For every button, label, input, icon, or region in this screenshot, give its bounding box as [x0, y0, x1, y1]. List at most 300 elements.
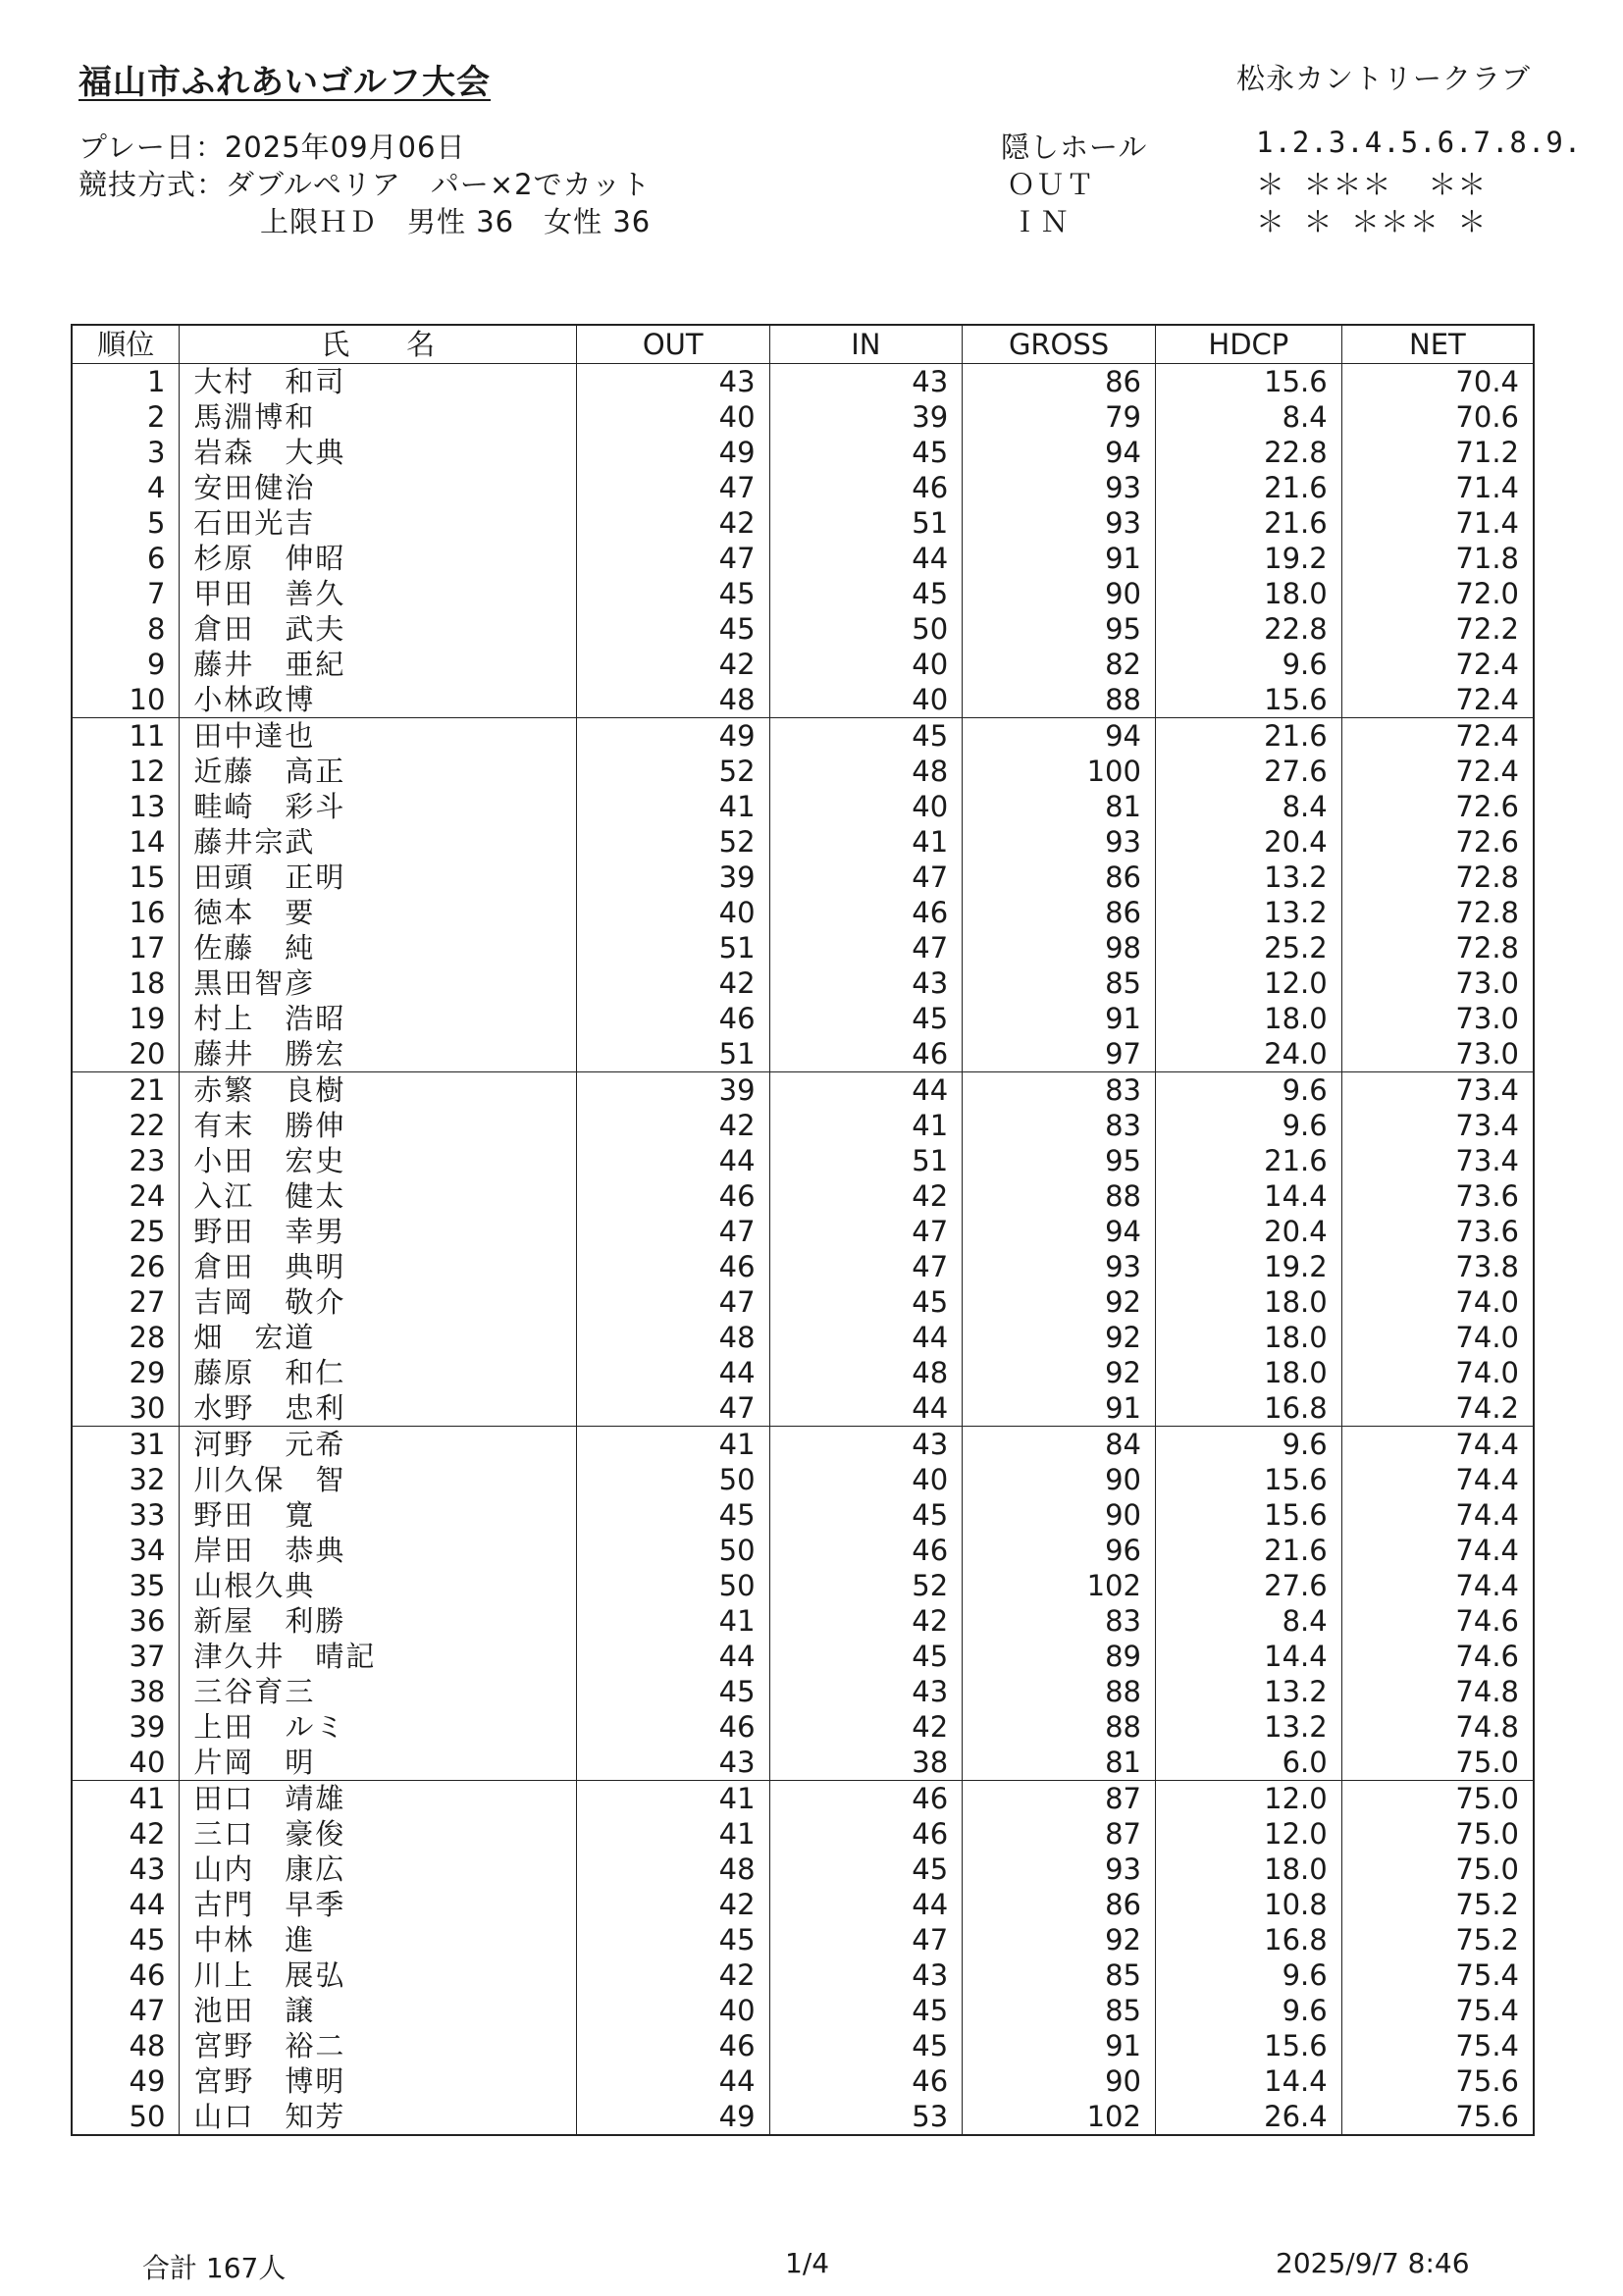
in-cell: 46 [769, 895, 963, 930]
in-cell: 45 [769, 1993, 963, 2028]
in-cell: 47 [769, 1249, 963, 1284]
net-cell: 72.2 [1341, 611, 1534, 647]
out-cell: 46 [576, 1178, 769, 1214]
hdcp-cell: 19.2 [1155, 1249, 1341, 1284]
rank-cell: 40 [72, 1745, 180, 1781]
handicap-limit: 上限ＨＤ 男性 36 女性 36 [260, 205, 652, 238]
in-cell: 41 [769, 824, 963, 860]
hdcp-cell: 18.0 [1155, 1852, 1341, 1887]
table-row [72, 1497, 1534, 1533]
gross-cell: 83 [963, 1072, 1156, 1109]
table-row [72, 364, 1534, 400]
gross-cell: 89 [963, 1639, 1156, 1674]
name-cell: 入江 健太 [180, 1178, 576, 1214]
page-number: 1/4 [785, 2247, 830, 2279]
table-row [72, 1887, 1534, 1922]
rank-cell: 14 [72, 824, 180, 860]
name-cell: 倉田 典明 [180, 1249, 576, 1284]
hdcp-cell: 14.4 [1155, 1639, 1341, 1674]
table-row [72, 1355, 1534, 1390]
table-row [72, 1709, 1534, 1745]
out-cell: 47 [576, 1284, 769, 1320]
in-cell: 45 [769, 1001, 963, 1036]
table-row [72, 399, 1534, 435]
out-cell: 45 [576, 576, 769, 611]
net-cell: 74.4 [1341, 1533, 1534, 1568]
name-cell: 藤原 和仁 [180, 1355, 576, 1390]
in-cell: 46 [769, 1036, 963, 1072]
in-cell: 42 [769, 1709, 963, 1745]
out-cell: 47 [576, 1390, 769, 1427]
hdcp-cell: 13.2 [1155, 1674, 1341, 1709]
rank-cell: 35 [72, 1568, 180, 1603]
in-cell: 39 [769, 399, 963, 435]
in-cell: 45 [769, 2028, 963, 2063]
net-cell: 75.4 [1341, 1957, 1534, 1993]
net-cell: 75.4 [1341, 2028, 1534, 2063]
name-cell: 宮野 裕二 [180, 2028, 576, 2063]
gross-cell: 102 [963, 2099, 1156, 2135]
rank-cell: 41 [72, 1781, 180, 1817]
out-cell: 43 [576, 364, 769, 400]
hdcp-cell: 12.0 [1155, 965, 1341, 1001]
net-cell: 73.0 [1341, 1001, 1534, 1036]
out-cell: 48 [576, 682, 769, 718]
gross-cell: 92 [963, 1922, 1156, 1957]
in-cell: 40 [769, 789, 963, 824]
net-cell: 72.4 [1341, 718, 1534, 755]
table-row [72, 611, 1534, 647]
table-row [72, 860, 1534, 895]
table-row [72, 1639, 1534, 1674]
in-cell: 47 [769, 1214, 963, 1249]
column-header-name: 氏 名 [180, 325, 576, 364]
gross-cell: 93 [963, 1852, 1156, 1887]
hdcp-cell: 21.6 [1155, 1143, 1341, 1178]
column-header-hdcp: HDCP [1155, 325, 1341, 364]
name-cell: 甲田 善久 [180, 576, 576, 611]
gross-cell: 97 [963, 1036, 1156, 1072]
net-cell: 74.4 [1341, 1568, 1534, 1603]
column-header-gross: GROSS [963, 325, 1156, 364]
gross-cell: 88 [963, 682, 1156, 718]
play-date: プレー日：2025年09月06日 [79, 130, 466, 164]
net-cell: 72.4 [1341, 647, 1534, 682]
out-cell: 43 [576, 1745, 769, 1781]
rank-cell: 42 [72, 1816, 180, 1852]
in-cell: 43 [769, 1674, 963, 1709]
out-cell: 46 [576, 2028, 769, 2063]
gross-cell: 91 [963, 2028, 1156, 2063]
out-cell: 47 [576, 1214, 769, 1249]
hdcp-cell: 14.4 [1155, 2063, 1341, 2099]
gross-cell: 100 [963, 754, 1156, 789]
name-cell: 三口 豪俊 [180, 1816, 576, 1852]
net-cell: 75.0 [1341, 1781, 1534, 1817]
table-row [72, 2063, 1534, 2099]
name-cell: 川久保 智 [180, 1462, 576, 1497]
in-cell: 51 [769, 505, 963, 541]
net-cell: 71.2 [1341, 435, 1534, 470]
in-cell: 45 [769, 435, 963, 470]
gross-cell: 92 [963, 1320, 1156, 1355]
in-cell: 38 [769, 1745, 963, 1781]
gross-cell: 82 [963, 647, 1156, 682]
name-cell: 大村 和司 [180, 364, 576, 400]
in-cell: 42 [769, 1603, 963, 1639]
hdcp-cell: 19.2 [1155, 541, 1341, 576]
gross-cell: 91 [963, 1390, 1156, 1427]
hdcp-cell: 21.6 [1155, 718, 1341, 755]
net-cell: 70.4 [1341, 364, 1534, 400]
rank-cell: 33 [72, 1497, 180, 1533]
gross-cell: 93 [963, 505, 1156, 541]
hdcp-cell: 15.6 [1155, 2028, 1341, 2063]
table-row [72, 470, 1534, 505]
out-cell: 39 [576, 860, 769, 895]
out-cell: 39 [576, 1072, 769, 1109]
in-cell: 46 [769, 2063, 963, 2099]
gross-cell: 88 [963, 1674, 1156, 1709]
in-cell: 46 [769, 470, 963, 505]
gross-cell: 90 [963, 2063, 1156, 2099]
name-cell: 川上 展弘 [180, 1957, 576, 1993]
net-cell: 74.6 [1341, 1639, 1534, 1674]
rank-cell: 5 [72, 505, 180, 541]
table-row [72, 718, 1534, 755]
column-header-rank: 順位 [72, 325, 180, 364]
in-cell: 43 [769, 364, 963, 400]
hdcp-cell: 25.2 [1155, 930, 1341, 965]
hdcp-cell: 15.6 [1155, 1497, 1341, 1533]
rank-cell: 3 [72, 435, 180, 470]
net-cell: 71.4 [1341, 470, 1534, 505]
table-row [72, 1816, 1534, 1852]
rank-cell: 50 [72, 2099, 180, 2135]
competition-format: 競技方式：ダブルペリア パー×2でカット [79, 168, 652, 201]
in-cell: 50 [769, 611, 963, 647]
name-cell: 野田 幸男 [180, 1214, 576, 1249]
name-cell: 中林 進 [180, 1922, 576, 1957]
name-cell: 山口 知芳 [180, 2099, 576, 2135]
out-cell: 45 [576, 1922, 769, 1957]
rank-cell: 43 [72, 1852, 180, 1887]
net-cell: 72.6 [1341, 789, 1534, 824]
rank-cell: 12 [72, 754, 180, 789]
gross-cell: 91 [963, 541, 1156, 576]
rank-cell: 11 [72, 718, 180, 755]
net-cell: 75.2 [1341, 1922, 1534, 1957]
table-row [72, 576, 1534, 611]
table-row [72, 1108, 1534, 1143]
rank-cell: 24 [72, 1178, 180, 1214]
in-cell: 48 [769, 1355, 963, 1390]
name-cell: 小田 宏史 [180, 1143, 576, 1178]
table-row [72, 824, 1534, 860]
rank-cell: 15 [72, 860, 180, 895]
net-cell: 72.0 [1341, 576, 1534, 611]
gross-cell: 93 [963, 824, 1156, 860]
out-cell: 42 [576, 965, 769, 1001]
rank-cell: 38 [72, 1674, 180, 1709]
net-cell: 75.0 [1341, 1745, 1534, 1781]
out-cell: 52 [576, 754, 769, 789]
name-cell: 津久井 晴記 [180, 1639, 576, 1674]
in-cell: 47 [769, 860, 963, 895]
net-cell: 73.8 [1341, 1249, 1534, 1284]
net-cell: 74.4 [1341, 1427, 1534, 1463]
in-hole-marks: ＊ ＊ ＊＊＊ ＊ [1256, 205, 1488, 238]
in-cell: 43 [769, 965, 963, 1001]
in-cell: 43 [769, 1957, 963, 1993]
name-cell: 小林政博 [180, 682, 576, 718]
in-cell: 40 [769, 647, 963, 682]
out-cell: 42 [576, 647, 769, 682]
rank-cell: 49 [72, 2063, 180, 2099]
in-cell: 45 [769, 1497, 963, 1533]
rank-cell: 30 [72, 1390, 180, 1427]
column-header-out: OUT [576, 325, 769, 364]
table-row [72, 1143, 1534, 1178]
table-row [72, 1427, 1534, 1463]
rank-cell: 20 [72, 1036, 180, 1072]
name-cell: 赤繁 良樹 [180, 1072, 576, 1109]
out-cell: 45 [576, 1497, 769, 1533]
table-row [72, 1781, 1534, 1817]
results-table-body [72, 364, 1534, 2136]
total-participants: 合計 167人 [142, 2252, 287, 2284]
gross-cell: 90 [963, 1462, 1156, 1497]
hdcp-cell: 21.6 [1155, 505, 1341, 541]
out-cell: 42 [576, 1108, 769, 1143]
net-cell: 74.8 [1341, 1709, 1534, 1745]
out-cell: 40 [576, 895, 769, 930]
rank-cell: 45 [72, 1922, 180, 1957]
hdcp-cell: 20.4 [1155, 824, 1341, 860]
out-cell: 48 [576, 1852, 769, 1887]
rank-cell: 23 [72, 1143, 180, 1178]
table-row [72, 435, 1534, 470]
table-row [72, 789, 1534, 824]
table-row [72, 2099, 1534, 2135]
table-row [72, 895, 1534, 930]
table-row [72, 1072, 1534, 1109]
name-cell: 馬淵博和 [180, 399, 576, 435]
gross-cell: 85 [963, 1957, 1156, 1993]
hdcp-cell: 24.0 [1155, 1036, 1341, 1072]
out-cell: 41 [576, 1603, 769, 1639]
table-row [72, 1852, 1534, 1887]
name-cell: 畦崎 彩斗 [180, 789, 576, 824]
out-cell: 46 [576, 1709, 769, 1745]
hdcp-cell: 9.6 [1155, 1072, 1341, 1109]
table-row [72, 1922, 1534, 1957]
rank-cell: 32 [72, 1462, 180, 1497]
in-cell: 45 [769, 1852, 963, 1887]
rank-cell: 44 [72, 1887, 180, 1922]
out-cell: 44 [576, 1143, 769, 1178]
name-cell: 黒田智彦 [180, 965, 576, 1001]
gross-cell: 86 [963, 364, 1156, 400]
table-row [72, 1957, 1534, 1993]
net-cell: 71.8 [1341, 541, 1534, 576]
out-cell: 46 [576, 1249, 769, 1284]
name-cell: 畑 宏道 [180, 1320, 576, 1355]
net-cell: 73.4 [1341, 1072, 1534, 1109]
net-cell: 70.6 [1341, 399, 1534, 435]
name-cell: 三谷育三 [180, 1674, 576, 1709]
name-cell: 徳本 要 [180, 895, 576, 930]
hdcp-cell: 9.6 [1155, 647, 1341, 682]
name-cell: 藤井 勝宏 [180, 1036, 576, 1072]
rank-cell: 48 [72, 2028, 180, 2063]
rank-cell: 19 [72, 1001, 180, 1036]
name-cell: 田口 靖雄 [180, 1781, 576, 1817]
out-cell: 50 [576, 1533, 769, 1568]
in-cell: 44 [769, 1072, 963, 1109]
out-cell: 44 [576, 1355, 769, 1390]
gross-cell: 83 [963, 1603, 1156, 1639]
name-cell: 有末 勝伸 [180, 1108, 576, 1143]
in-cell: 45 [769, 1284, 963, 1320]
gross-cell: 94 [963, 1214, 1156, 1249]
in-cell: 42 [769, 1178, 963, 1214]
net-cell: 72.4 [1341, 754, 1534, 789]
net-cell: 72.4 [1341, 682, 1534, 718]
rank-cell: 46 [72, 1957, 180, 1993]
net-cell: 75.4 [1341, 1993, 1534, 2028]
rank-cell: 22 [72, 1108, 180, 1143]
hdcp-cell: 18.0 [1155, 1320, 1341, 1355]
table-row [72, 1462, 1534, 1497]
gross-cell: 90 [963, 1497, 1156, 1533]
in-cell: 44 [769, 541, 963, 576]
name-cell: 山根久典 [180, 1568, 576, 1603]
name-cell: 近藤 高正 [180, 754, 576, 789]
net-cell: 73.6 [1341, 1214, 1534, 1249]
hdcp-cell: 15.6 [1155, 364, 1341, 400]
rank-cell: 28 [72, 1320, 180, 1355]
in-cell: 52 [769, 1568, 963, 1603]
out-cell: 46 [576, 1001, 769, 1036]
hdcp-cell: 18.0 [1155, 576, 1341, 611]
gross-cell: 87 [963, 1781, 1156, 1817]
gross-cell: 98 [963, 930, 1156, 965]
print-timestamp: 2025/9/7 8:46 [1276, 2247, 1470, 2279]
gross-cell: 83 [963, 1108, 1156, 1143]
name-cell: 村上 浩昭 [180, 1001, 576, 1036]
rank-cell: 4 [72, 470, 180, 505]
gross-cell: 95 [963, 611, 1156, 647]
name-cell: 岩森 大典 [180, 435, 576, 470]
gross-cell: 92 [963, 1355, 1156, 1390]
hdcp-cell: 13.2 [1155, 860, 1341, 895]
out-hole-marks: ＊ ＊＊＊ ＊＊ [1256, 168, 1488, 201]
in-cell: 47 [769, 1922, 963, 1957]
name-cell: 岸田 恭典 [180, 1533, 576, 1568]
gross-cell: 79 [963, 399, 1156, 435]
name-cell: 宮野 博明 [180, 2063, 576, 2099]
out-cell: 42 [576, 1887, 769, 1922]
net-cell: 75.2 [1341, 1887, 1534, 1922]
out-cell: 49 [576, 435, 769, 470]
out-cell: 41 [576, 789, 769, 824]
hdcp-cell: 9.6 [1155, 1993, 1341, 2028]
net-cell: 74.0 [1341, 1355, 1534, 1390]
hdcp-cell: 22.8 [1155, 435, 1341, 470]
hdcp-cell: 22.8 [1155, 611, 1341, 647]
name-cell: 藤井 亜紀 [180, 647, 576, 682]
rank-cell: 10 [72, 682, 180, 718]
net-cell: 75.0 [1341, 1852, 1534, 1887]
in-cell: 46 [769, 1533, 963, 1568]
net-cell: 73.4 [1341, 1108, 1534, 1143]
in-cell: 44 [769, 1390, 963, 1427]
net-cell: 74.8 [1341, 1674, 1534, 1709]
out-cell: 41 [576, 1816, 769, 1852]
name-cell: 上田 ルミ [180, 1709, 576, 1745]
column-header-net: NET [1341, 325, 1534, 364]
gross-cell: 85 [963, 965, 1156, 1001]
rank-cell: 2 [72, 399, 180, 435]
gross-cell: 88 [963, 1709, 1156, 1745]
hdcp-cell: 12.0 [1155, 1816, 1341, 1852]
rank-cell: 8 [72, 611, 180, 647]
table-row [72, 647, 1534, 682]
name-cell: 河野 元希 [180, 1427, 576, 1463]
gross-cell: 102 [963, 1568, 1156, 1603]
in-label: ＩＮ [1011, 205, 1071, 238]
out-cell: 45 [576, 1674, 769, 1709]
net-cell: 72.6 [1341, 824, 1534, 860]
in-cell: 40 [769, 1462, 963, 1497]
gross-cell: 92 [963, 1284, 1156, 1320]
hdcp-cell: 6.0 [1155, 1745, 1341, 1781]
out-cell: 41 [576, 1427, 769, 1463]
net-cell: 75.0 [1341, 1816, 1534, 1852]
net-cell: 74.0 [1341, 1320, 1534, 1355]
hdcp-cell: 16.8 [1155, 1922, 1341, 1957]
out-cell: 45 [576, 611, 769, 647]
rank-cell: 16 [72, 895, 180, 930]
name-cell: 野田 寛 [180, 1497, 576, 1533]
in-cell: 46 [769, 1816, 963, 1852]
table-row [72, 1001, 1534, 1036]
table-row [72, 505, 1534, 541]
out-cell: 50 [576, 1568, 769, 1603]
in-cell: 44 [769, 1887, 963, 1922]
hdcp-cell: 9.6 [1155, 1957, 1341, 1993]
in-cell: 43 [769, 1427, 963, 1463]
rank-cell: 36 [72, 1603, 180, 1639]
name-cell: 杉原 伸昭 [180, 541, 576, 576]
net-cell: 74.4 [1341, 1497, 1534, 1533]
table-row [72, 541, 1534, 576]
out-cell: 41 [576, 1781, 769, 1817]
table-row [72, 2028, 1534, 2063]
rank-cell: 34 [72, 1533, 180, 1568]
hdcp-cell: 15.6 [1155, 1462, 1341, 1497]
gross-cell: 86 [963, 860, 1156, 895]
gross-cell: 94 [963, 718, 1156, 755]
name-cell: 水野 忠利 [180, 1390, 576, 1427]
hdcp-cell: 10.8 [1155, 1887, 1341, 1922]
out-cell: 51 [576, 1036, 769, 1072]
hdcp-cell: 15.6 [1155, 682, 1341, 718]
rank-cell: 29 [72, 1355, 180, 1390]
hdcp-cell: 18.0 [1155, 1001, 1341, 1036]
gross-cell: 85 [963, 1993, 1156, 2028]
